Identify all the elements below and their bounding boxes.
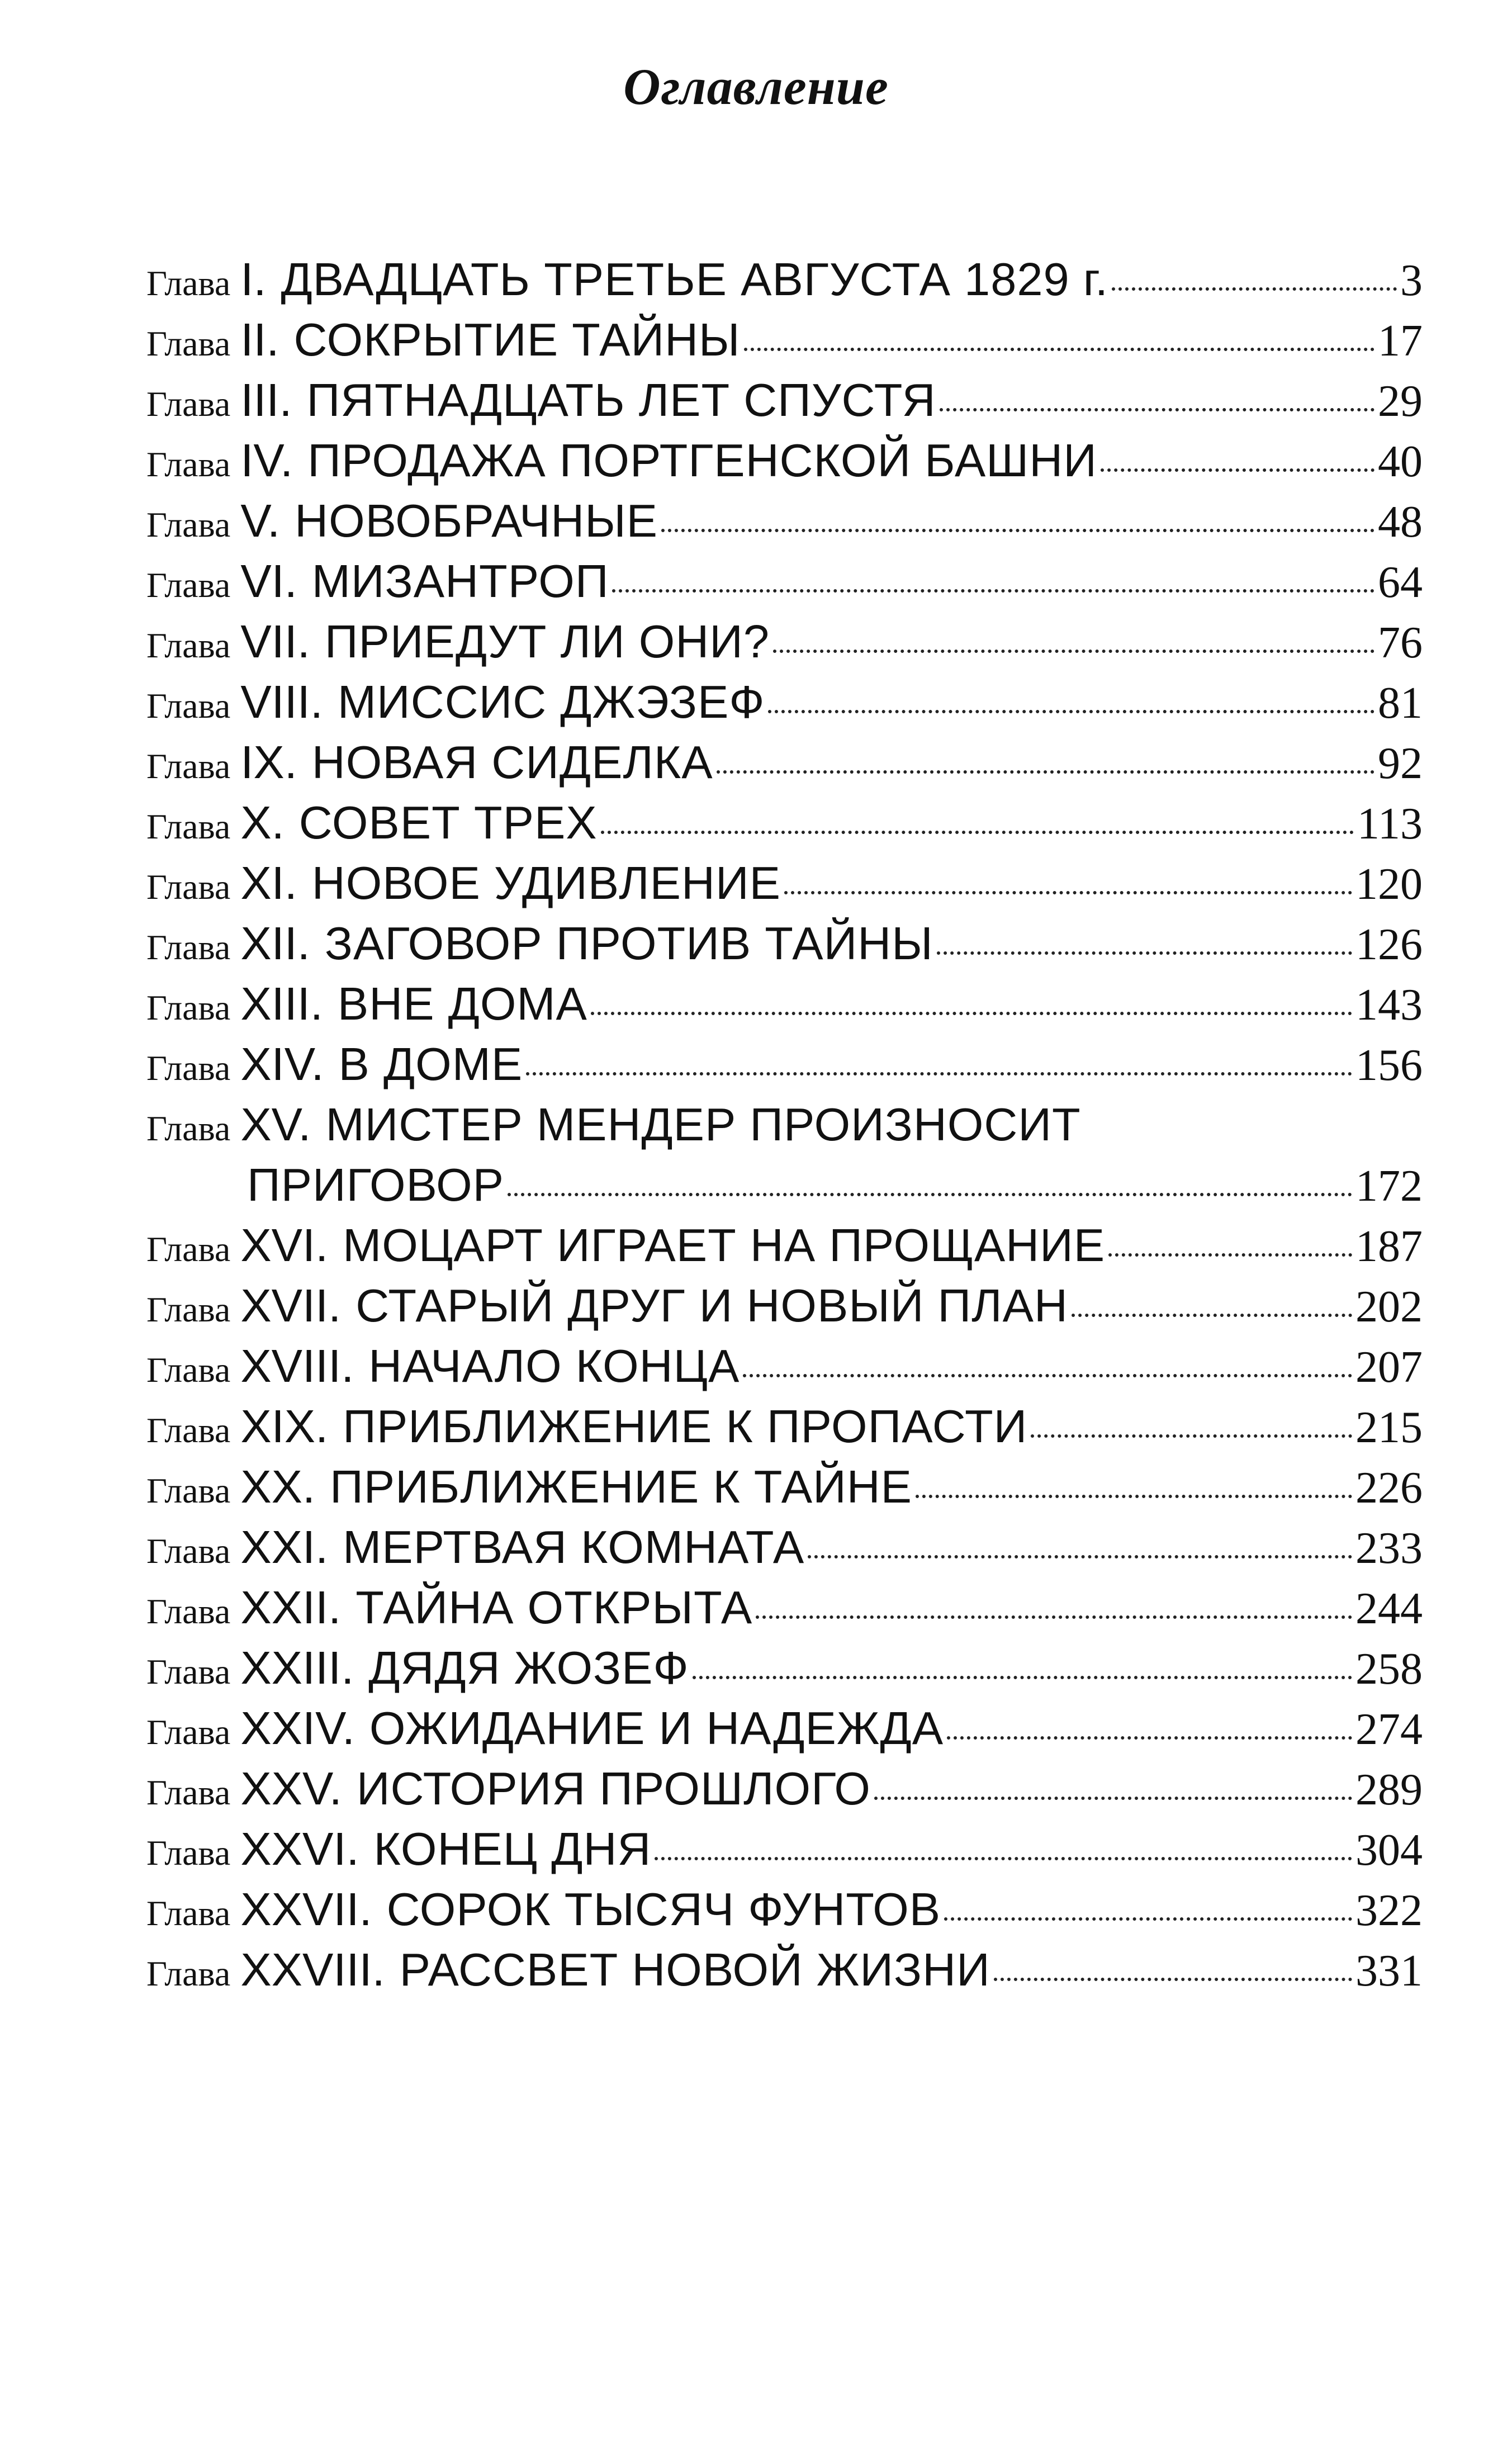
dot-leader <box>601 831 1354 834</box>
page-number: 244 <box>1355 1584 1423 1633</box>
page-number: 81 <box>1378 679 1423 728</box>
chapter-heading: СОВЕТ ТРЕХ <box>298 797 598 849</box>
page-number: 258 <box>1355 1645 1423 1694</box>
page-number: 143 <box>1355 980 1423 1030</box>
dot-leader <box>768 710 1374 713</box>
dot-leader <box>773 650 1374 653</box>
page-number: 331 <box>1355 1946 1423 1996</box>
page-number: 172 <box>1355 1162 1423 1211</box>
chapter-number: V. <box>240 495 281 547</box>
toc-entry <box>146 917 1423 977</box>
toc-entry <box>146 1943 1423 2003</box>
toc-entry <box>146 1520 1423 1581</box>
toc-line <box>146 615 1423 675</box>
toc-line <box>146 1400 1423 1460</box>
chapter-heading: РАССВЕТ НОВОЙ ЖИЗНИ <box>399 1944 990 1996</box>
chapter-label: Глава <box>146 444 231 484</box>
toc-entry <box>146 736 1423 796</box>
toc-line <box>146 1339 1423 1400</box>
toc-entry <box>146 796 1423 856</box>
toc-entry <box>146 1219 1423 1279</box>
chapter-label: Глава <box>146 1531 231 1571</box>
chapter-number: XIV. <box>240 1038 324 1090</box>
chapter-heading: ИСТОРИЯ ПРОШЛОГО <box>356 1762 871 1814</box>
toc-line <box>146 555 1423 615</box>
toc-line <box>146 1641 1423 1702</box>
chapter-heading: СОКРЫТИЕ ТАЙНЫ <box>293 314 741 366</box>
toc-line <box>146 1822 1423 1883</box>
chapter-label: Глава <box>146 807 231 846</box>
chapter-heading: НАЧАЛО КОНЦА <box>368 1340 740 1392</box>
chapter-heading: МИСТЕР МЕНДЕР ПРОИЗНОСИТ <box>325 1098 1081 1150</box>
toc-entry <box>146 313 1423 373</box>
toc-line <box>146 736 1423 796</box>
toc-line <box>146 1702 1423 1762</box>
chapter-label: Глава <box>146 1471 231 1510</box>
toc-entry <box>146 675 1423 736</box>
toc-line <box>146 313 1423 373</box>
toc-line <box>146 1581 1423 1641</box>
chapter-label: Глава <box>146 1410 231 1450</box>
page-number: 274 <box>1355 1705 1423 1754</box>
chapter-label: Глава <box>146 1712 231 1752</box>
chapter-heading: КОНЕЦ ДНЯ <box>373 1823 652 1875</box>
toc-line <box>146 675 1423 736</box>
toc-entry <box>146 1098 1423 1219</box>
dot-leader <box>756 1615 1352 1619</box>
page-number: 3 <box>1400 256 1423 305</box>
dot-leader <box>944 1917 1352 1921</box>
chapter-label: Глава <box>146 1652 231 1691</box>
chapter-number: VIII. <box>240 676 323 728</box>
page-title: Оглавление <box>623 58 889 115</box>
chapter-number: XXV. <box>240 1762 342 1814</box>
toc-entry <box>146 494 1423 555</box>
toc-line <box>146 1762 1423 1822</box>
toc-entry <box>146 615 1423 675</box>
toc-line-continuation <box>146 1158 1423 1219</box>
chapter-heading: СОРОК ТЫСЯЧ ФУНТОВ <box>386 1883 941 1935</box>
chapter-label: Глава <box>146 1229 231 1269</box>
chapter-number: IX. <box>240 736 297 788</box>
page-number: 48 <box>1378 497 1423 547</box>
toc-entry <box>146 1279 1423 1339</box>
toc-entry <box>146 977 1423 1037</box>
chapter-label: Глава <box>146 263 231 303</box>
dot-leader <box>947 1736 1352 1740</box>
chapter-label: Глава <box>146 927 231 967</box>
chapter-label: Глава <box>146 1591 231 1631</box>
chapter-heading: ДЯДЯ ЖОЗЕФ <box>368 1642 689 1694</box>
dot-leader <box>743 1374 1352 1377</box>
chapter-heading: МЕРТВАЯ КОМНАТА <box>343 1521 805 1573</box>
chapter-number: XIII. <box>240 978 323 1030</box>
toc-entry <box>146 1641 1423 1702</box>
page-number: 304 <box>1355 1826 1423 1875</box>
toc-entry <box>146 1883 1423 1943</box>
chapter-number: I. <box>240 253 267 305</box>
toc-line <box>146 1219 1423 1279</box>
toc-entry <box>146 253 1423 313</box>
toc-line <box>146 434 1423 494</box>
dot-leader <box>940 408 1374 411</box>
page-number: 64 <box>1378 558 1423 607</box>
chapter-label: Глава <box>146 1954 231 1993</box>
dot-leader <box>508 1193 1352 1196</box>
chapter-label: Глава <box>146 324 231 363</box>
toc-line <box>146 856 1423 917</box>
toc-line <box>146 253 1423 313</box>
chapter-label: Глава <box>146 384 231 424</box>
page-number: 156 <box>1355 1041 1423 1090</box>
page-number: 126 <box>1355 920 1423 969</box>
chapter-number: XV. <box>240 1098 311 1150</box>
dot-leader <box>784 891 1352 894</box>
page-number: 322 <box>1355 1886 1423 1935</box>
toc-line <box>146 977 1423 1037</box>
chapter-number: XI. <box>240 857 297 909</box>
chapter-number: XVII. <box>240 1280 342 1331</box>
chapter-heading: ПЯТНАДЦАТЬ ЛЕТ СПУСТЯ <box>306 374 936 426</box>
dot-leader <box>661 529 1374 532</box>
chapter-number: XXVI. <box>240 1823 359 1875</box>
chapter-heading: МИЗАНТРОП <box>311 555 609 607</box>
toc-entry <box>146 373 1423 434</box>
chapter-number: XXIII. <box>240 1642 354 1694</box>
page-number: 187 <box>1355 1222 1423 1271</box>
toc-line <box>146 917 1423 977</box>
dot-leader <box>591 1012 1352 1015</box>
toc-entry <box>146 1400 1423 1460</box>
chapter-heading: НОВАЯ СИДЕЛКА <box>311 736 713 788</box>
toc-line <box>146 1943 1423 2003</box>
chapter-number: IV. <box>240 434 293 486</box>
chapter-number: XXII. <box>240 1581 342 1633</box>
chapter-label: Глава <box>146 1893 231 1933</box>
chapter-heading-continuation: ПРИГОВОР <box>247 1159 505 1211</box>
toc-line <box>146 494 1423 555</box>
chapter-number: XXIV. <box>240 1702 355 1754</box>
chapter-label: Глава <box>146 1773 231 1812</box>
toc-line <box>146 1520 1423 1581</box>
dot-leader <box>655 1857 1352 1860</box>
dot-leader <box>1101 468 1374 472</box>
chapter-heading: НОВОЕ УДИВЛЕНИЕ <box>311 857 781 909</box>
toc-entry <box>146 856 1423 917</box>
toc-entry <box>146 434 1423 494</box>
chapter-heading: ПРИЕДУТ ЛИ ОНИ? <box>324 615 770 667</box>
chapter-heading: ОЖИДАНИЕ И НАДЕЖДА <box>369 1702 944 1754</box>
page-number: 40 <box>1378 437 1423 486</box>
page-number: 113 <box>1357 799 1423 849</box>
chapter-number: XXVIII. <box>240 1944 385 1996</box>
chapter-heading: ПРИБЛИЖЕНИЕ К ПРОПАСТИ <box>343 1400 1028 1452</box>
chapter-label: Глава <box>146 1048 231 1088</box>
dot-leader <box>994 1978 1352 1981</box>
toc-entry <box>146 555 1423 615</box>
chapter-number: II. <box>240 314 279 366</box>
toc-line <box>146 796 1423 856</box>
chapter-number: XII. <box>240 917 310 969</box>
chapter-label: Глава <box>146 1350 231 1390</box>
chapter-label: Глава <box>146 1833 231 1873</box>
dot-leader <box>1072 1314 1352 1317</box>
chapter-label: Глава <box>146 505 231 544</box>
dot-leader <box>808 1555 1352 1558</box>
toc-entry <box>146 1460 1423 1520</box>
toc-entry <box>146 1762 1423 1822</box>
dot-leader <box>1112 287 1397 291</box>
chapter-label: Глава <box>146 746 231 786</box>
page-number: 215 <box>1355 1403 1423 1452</box>
page-number: 207 <box>1355 1343 1423 1392</box>
chapter-label: Глава <box>146 565 231 605</box>
dot-leader <box>744 348 1374 351</box>
dot-leader <box>874 1797 1352 1800</box>
toc-entry <box>146 1822 1423 1883</box>
chapter-heading: ЗАГОВОР ПРОТИВ ТАЙНЫ <box>324 917 933 969</box>
chapter-heading: ТАЙНА ОТКРЫТА <box>356 1581 753 1633</box>
toc-line <box>146 1460 1423 1520</box>
dot-leader <box>526 1072 1352 1075</box>
chapter-number: XXVII. <box>240 1883 372 1935</box>
chapter-number: X. <box>240 797 285 849</box>
dot-leader <box>717 770 1374 774</box>
chapter-label: Глава <box>146 686 231 726</box>
chapter-heading: МИССИС ДЖЭЗЕФ <box>337 676 765 728</box>
chapter-label: Глава <box>146 1108 231 1148</box>
chapter-heading: ПРИБЛИЖЕНИЕ К ТАЙНЕ <box>330 1461 913 1513</box>
chapter-label: Глава <box>146 626 231 665</box>
page-number: 202 <box>1355 1282 1423 1331</box>
page-number: 226 <box>1355 1463 1423 1513</box>
dot-leader <box>1108 1253 1352 1257</box>
toc-entry <box>146 1339 1423 1400</box>
table-of-contents <box>146 253 1423 2003</box>
chapter-label: Глава <box>146 988 231 1027</box>
chapter-number: VII. <box>240 615 310 667</box>
chapter-number: XVI. <box>240 1219 329 1271</box>
page-number: 92 <box>1378 739 1423 788</box>
page-number: 120 <box>1355 860 1423 909</box>
toc-entry <box>146 1702 1423 1762</box>
chapter-heading: ПРОДАЖА ПОРТГЕНСКОЙ БАШНИ <box>307 434 1097 486</box>
toc-line <box>146 1883 1423 1943</box>
chapter-number: XX. <box>240 1461 316 1513</box>
chapter-number: III. <box>240 374 292 426</box>
toc-line <box>146 1279 1423 1339</box>
toc-entry <box>146 1037 1423 1098</box>
toc-line <box>146 1098 1423 1158</box>
chapter-label: Глава <box>146 1290 231 1329</box>
dot-leader <box>1031 1434 1352 1438</box>
page-number: 76 <box>1378 618 1423 667</box>
chapter-number: XXI. <box>240 1521 329 1573</box>
chapter-heading: ВНЕ ДОМА <box>337 978 587 1030</box>
chapter-heading: В ДОМЕ <box>338 1038 523 1090</box>
dot-leader <box>916 1495 1352 1498</box>
page-number: 29 <box>1378 377 1423 426</box>
toc-line <box>146 1037 1423 1098</box>
chapter-number: XIX. <box>240 1400 329 1452</box>
chapter-heading: НОВОБРАЧНЫЕ <box>295 495 658 547</box>
chapter-heading: МОЦАРТ ИГРАЕТ НА ПРОЩАНИЕ <box>343 1219 1106 1271</box>
page-number: 289 <box>1355 1765 1423 1814</box>
page-number: 17 <box>1378 316 1423 366</box>
dot-leader <box>612 589 1374 593</box>
dot-leader <box>693 1676 1352 1679</box>
toc-line <box>146 373 1423 434</box>
chapter-label: Глава <box>146 867 231 907</box>
chapter-heading: ДВАДЦАТЬ ТРЕТЬЕ АВГУСТА 1829 г. <box>281 253 1108 305</box>
chapter-heading: СТАРЫЙ ДРУГ И НОВЫЙ ПЛАН <box>356 1280 1068 1331</box>
dot-leader <box>937 951 1352 955</box>
page-number: 233 <box>1355 1524 1423 1573</box>
toc-entry <box>146 1581 1423 1641</box>
chapter-number: XVIII. <box>240 1340 354 1392</box>
chapter-number: VI. <box>240 555 297 607</box>
